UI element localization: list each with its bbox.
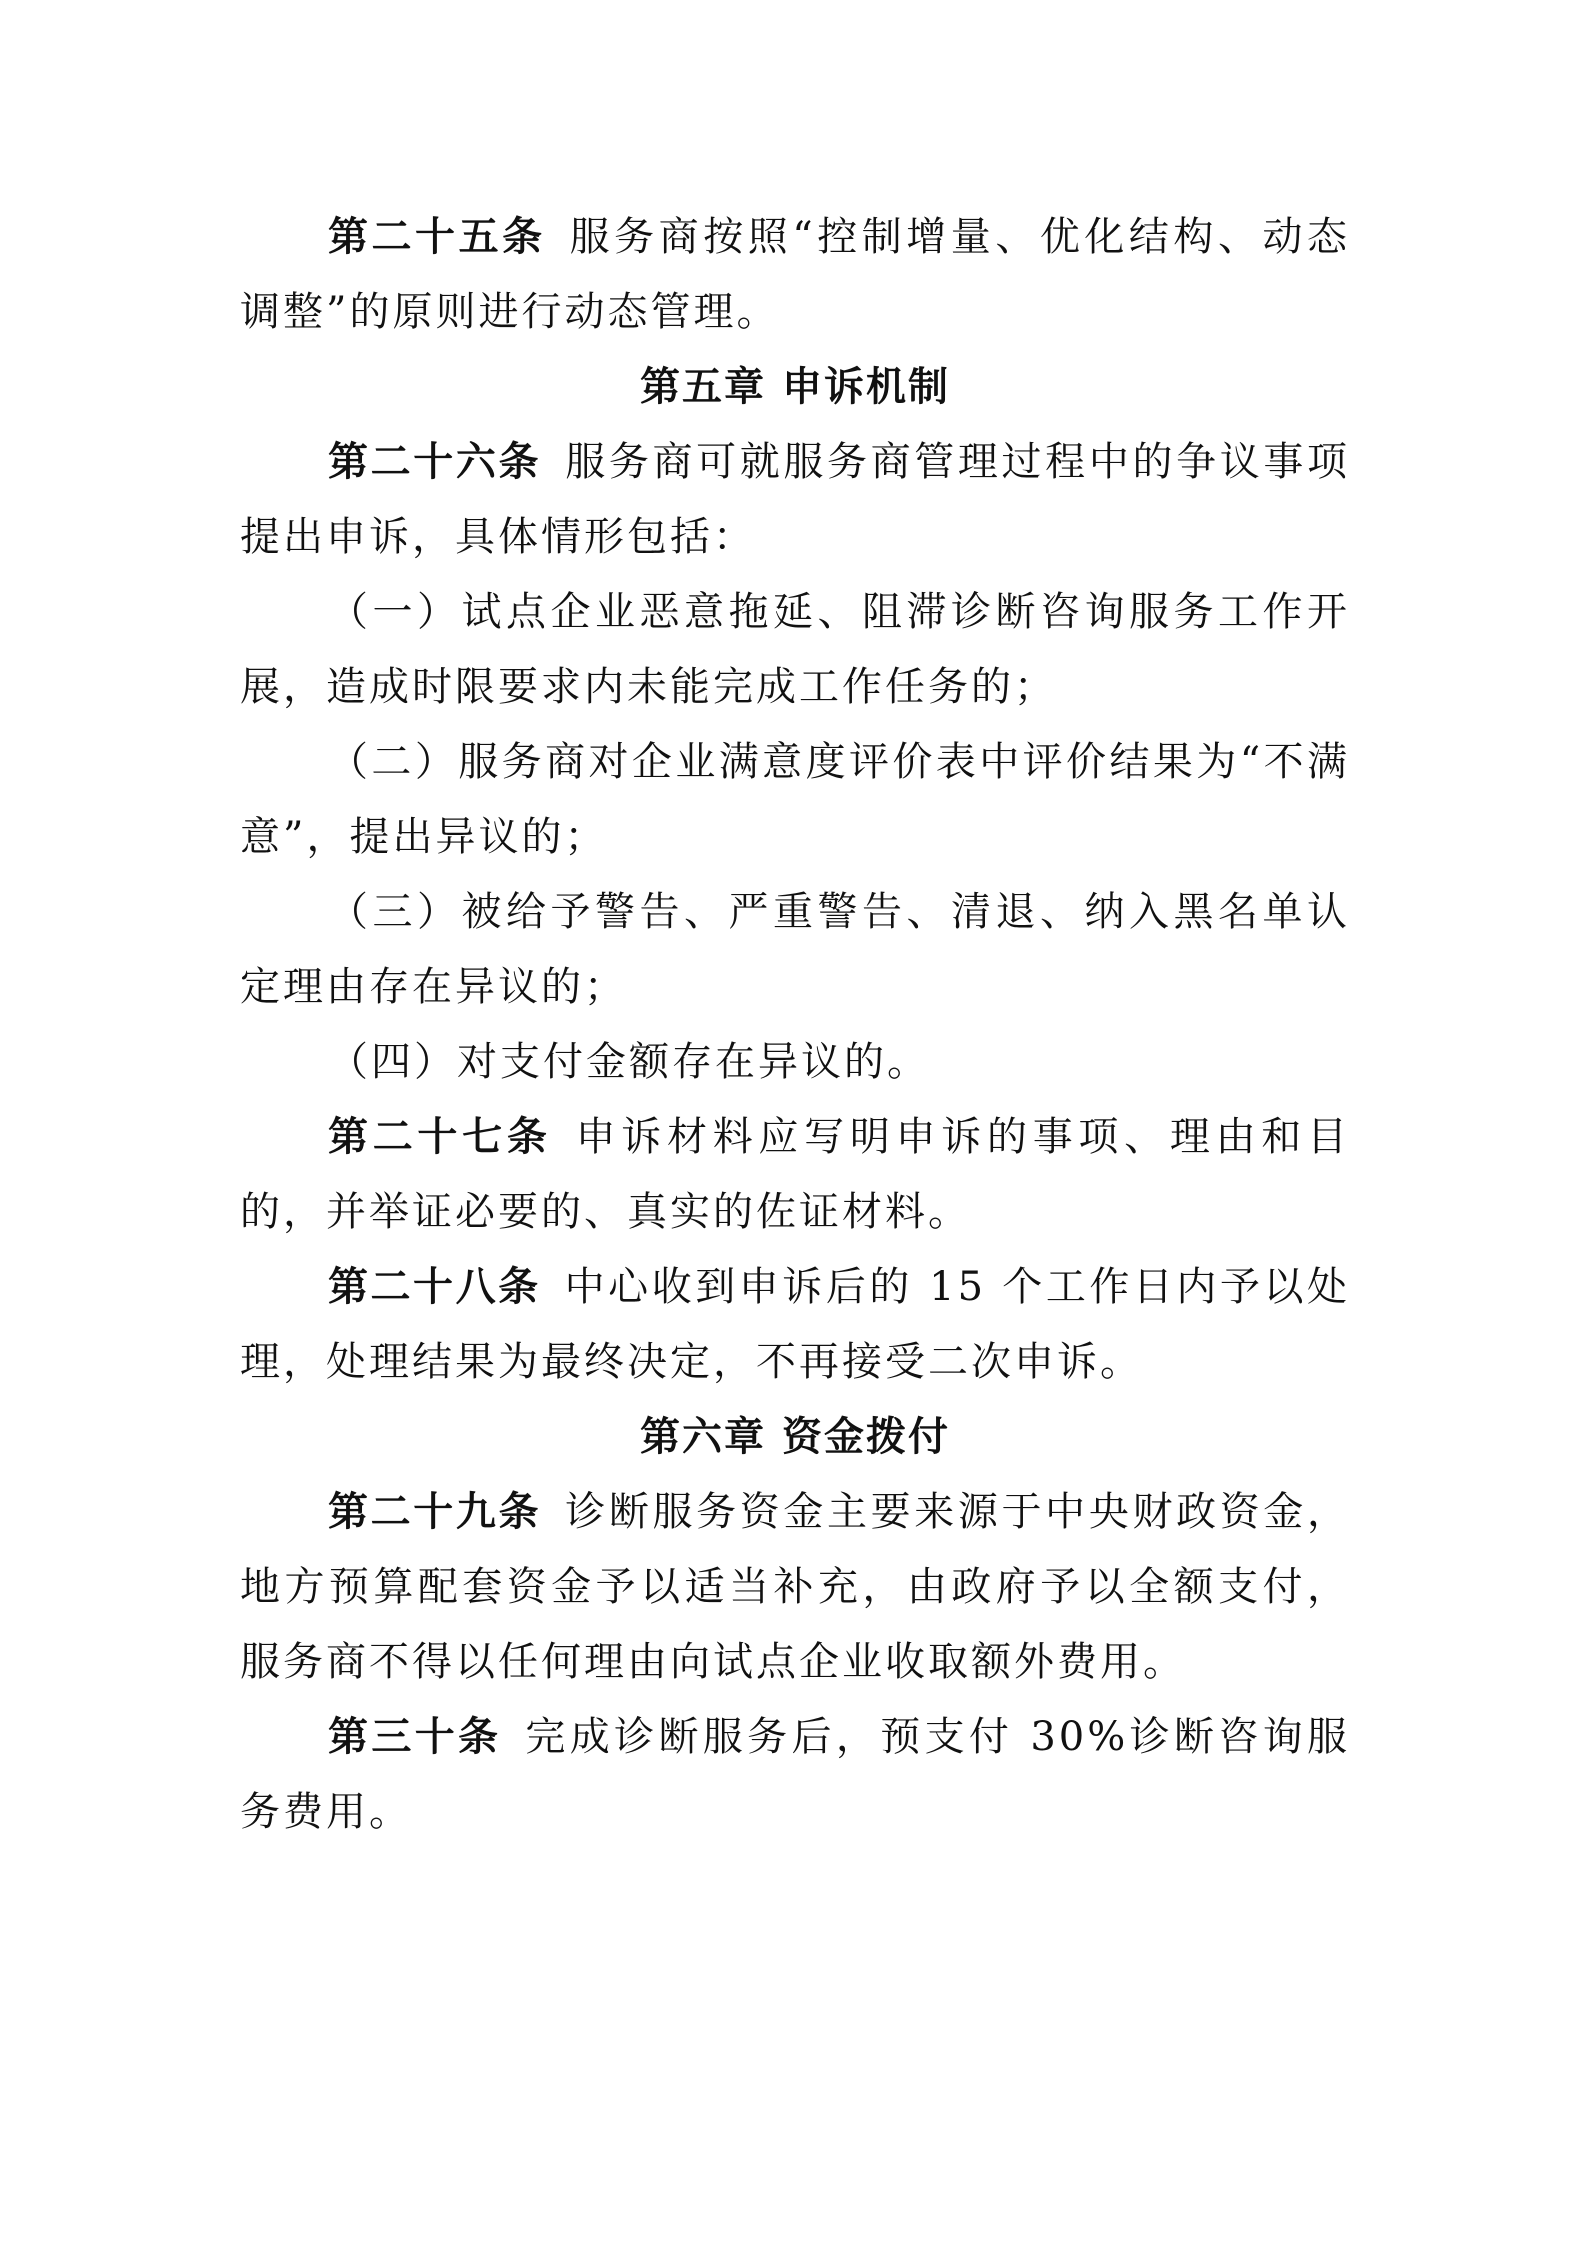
article-29 — [240, 1475, 1350, 1700]
article-26 — [240, 425, 1350, 575]
document-body — [240, 200, 1350, 1850]
article-label: 第二十八条 — [328, 1264, 541, 1310]
article-text: 申诉材料应写明申诉的事项、理由和目的，并举证必要的、真实的佐证材料。 — [240, 1114, 1351, 1235]
article-label: 第二十五条 — [328, 214, 546, 260]
article-label: 第二十六条 — [328, 439, 542, 485]
chapter-heading-6: 第六章 资金拨付 — [640, 1414, 950, 1460]
clause-item-1: （一）试点企业恶意拖延、阻滞诊断咨询服务工作开展，造成时限要求内未能完成工作任务的； — [240, 589, 1350, 710]
article-text: 服务商按照“控制增量、优化结构、动态调整”的原则进行动态管理。 — [240, 214, 1350, 335]
article-label: 第二十九条 — [328, 1489, 542, 1535]
article-text: 完成诊断服务后，预支付 30%诊断咨询服务费用。 — [240, 1714, 1350, 1835]
chapter-heading-5: 第五章 申诉机制 — [640, 364, 950, 410]
clause-item-2: （二）服务商对企业满意度评价表中评价结果为“不满意”，提出异议的； — [240, 739, 1350, 860]
article-text: 中心收到申诉后的 15 个工作日内予以处理，处理结果为最终决定，不再接受二次申诉。 — [240, 1264, 1351, 1385]
article-label: 第二十七条 — [328, 1114, 552, 1160]
clause-item-3: （三）被给予警告、严重警告、清退、纳入黑名单认定理由存在异议的； — [240, 889, 1350, 1010]
article-28 — [240, 1250, 1350, 1400]
article-30 — [240, 1700, 1350, 1850]
clause-item-4: （四）对支付金额存在异议的。 — [328, 1039, 930, 1085]
article-text: 服务商可就服务商管理过程中的争议事项提出申诉，具体情形包括： — [240, 439, 1351, 560]
article-27 — [240, 1100, 1350, 1250]
article-label: 第三十条 — [328, 1714, 502, 1760]
article-25 — [240, 200, 1350, 350]
article-text: 诊断服务资金主要来源于中央财政资金，地方预算配套资金予以适当补充，由政府予以全额支付，服务商不得以任何理由向试点企业收取额外费用。 — [240, 1489, 1351, 1685]
